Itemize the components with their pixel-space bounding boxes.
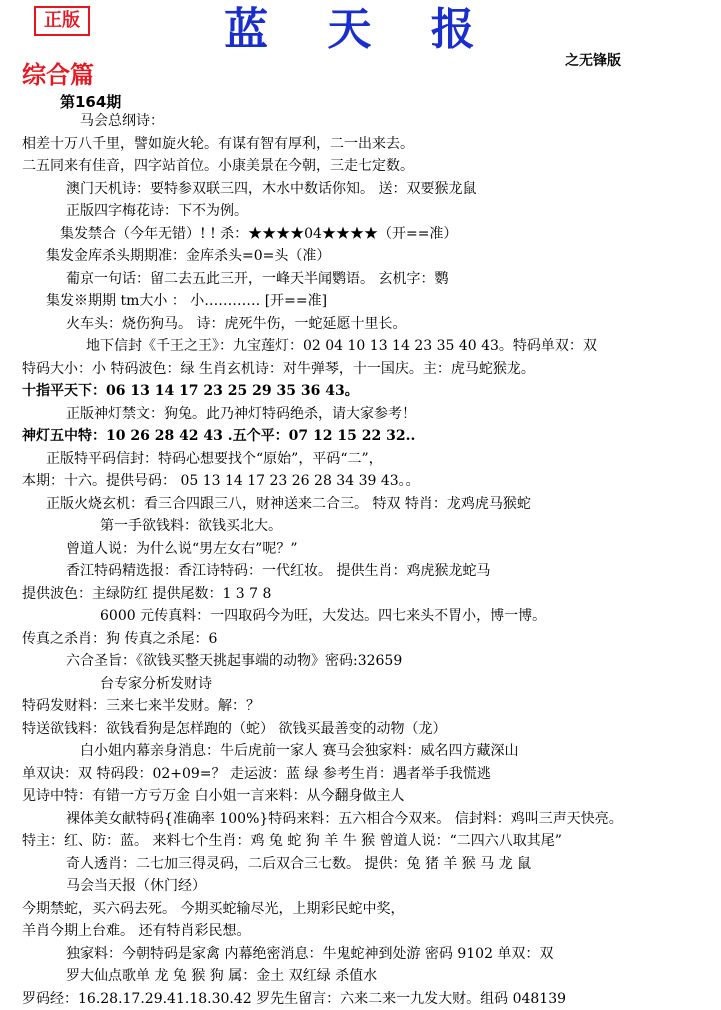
text-line: 特码发财料：三来七来半发财。解：？ xyxy=(0,695,721,718)
text-line: 神灯五中特：10 26 28 42 43 .五个平：07 12 15 22 32.. xyxy=(0,425,721,448)
text-line: 集发※期期 tm大小 ： 小………… [开==准] xyxy=(0,290,721,313)
text-line: 羊肖今期上台难。 还有特肖彩民想。 xyxy=(0,920,721,943)
issue-number: 第164期 xyxy=(60,92,121,112)
content-lines xyxy=(0,110,721,1010)
genuine-badge: 正版 xyxy=(34,6,90,36)
text-line: 裸体美女献特码{准确率 100%}特码来料：五六相合今双来。 信封料：鸡叫三声天快亮。 xyxy=(0,808,721,831)
text-line: 第一手欲钱料：欲钱买北大。 xyxy=(0,515,721,538)
text-line: 特主：红、防：蓝。 来料七个生肖：鸡 兔 蛇 狗 羊 牛 猴 曾道人说：“二四六八取其尾” xyxy=(0,830,721,853)
edition-label: 之无锋版 xyxy=(565,50,621,70)
text-line: 六合圣旨：《欲钱买整天挑起事端的动物》密码:32659 xyxy=(0,650,721,673)
text-line: 火车头：烧伤狗马。 诗：虎死牛伤，一蛇延愿十里长。 xyxy=(0,313,721,336)
text-line: 正版特平码信封：特码心想要找个“原始”，平码“二”， xyxy=(0,448,721,471)
text-line: 正版火烧玄机：看三合四跟三八，财神送来二合三。 特双 特肖：龙鸡虎马猴蛇 xyxy=(0,493,721,516)
text-line: 相差十万八千里，譬如旋火轮。有谋有智有厚利，二一出来去。 xyxy=(0,133,721,156)
text-line: 香江特码精选报：香江诗特码：一代红妆。 提供生肖：鸡虎猴龙蛇马 xyxy=(0,560,721,583)
text-line: 提供波色：主绿防红 提供尾数：1 3 7 8 xyxy=(0,583,721,606)
text-line: 台专家分析发财诗 xyxy=(0,673,721,696)
text-line: 传真之杀肖：狗 传真之杀尾：6 xyxy=(0,628,721,651)
text-line: 特送欲钱料：欲钱看狗是怎样跑的（蛇） 欲钱买最善变的动物（龙） xyxy=(0,718,721,741)
text-line: 独家料：今朝特码是家禽 内幕绝密消息：牛鬼蛇神到处游 密码 9102 单双：双 xyxy=(0,943,721,966)
newspaper-title: 蓝 天 报 xyxy=(0,2,721,58)
text-line: 正版四字梅花诗：下不为例。 xyxy=(0,200,721,223)
text-line: 特码大小：小 特码波色：绿 生肖玄机诗：对牛弹琴，十一国庆。主：虎马蛇猴龙。 xyxy=(0,358,721,381)
text-line: 见诗中特：有错一方亏万金 白小姐一言来料：从今翻身做主人 xyxy=(0,785,721,808)
text-line: 奇人透肖：二七加三得灵码，二后双合三七数。 提供：兔 猪 羊 猴 马 龙 鼠 xyxy=(0,853,721,876)
text-line: 十指平天下：06 13 14 17 23 25 29 35 36 43。 xyxy=(0,380,721,403)
text-line: 集发金库杀头期期准：金库杀头=0=头（准） xyxy=(0,245,721,268)
text-line: 马会总纲诗： xyxy=(0,110,721,133)
text-line: 马会当天报（休门经） xyxy=(0,875,721,898)
text-line: 正版神灯禁文：狗兔。此乃神灯特码绝杀，请大家参考！ xyxy=(0,403,721,426)
text-line: 今期禁蛇，买六码去死。 今期买蛇输尽光，上期彩民蛇中奖， xyxy=(0,898,721,921)
text-line: 曾道人说：为什么说“男左女右”呢？” xyxy=(0,538,721,561)
text-line: 本期：十六。提供号码： 05 13 14 17 23 26 28 34 39 43。。 xyxy=(0,470,721,493)
text-line: 集发禁合（今年无错）! ! 杀：★★★★04★★★★（开==准） xyxy=(0,223,721,246)
text-line: 罗大仙点歌单 龙 兔 猴 狗 属：金土 双红绿 杀值水 xyxy=(0,965,721,988)
text-line: 单双诀：双 特码段：02+09=？ 走运波：蓝 绿 参考生肖：遇者举手我慌逃 xyxy=(0,763,721,786)
text-line: 二五同来有佳音，四字站首位。小康美景在今朝，三走七定数。 xyxy=(0,155,721,178)
text-line: 地下信封《千王之王》：九宝莲灯：02 04 10 13 14 23 35 40 43。特码单双：双 xyxy=(0,335,721,358)
text-line: 白小姐内幕亲身消息：牛后虎前一家人 赛马会独家料：威名四方藏深山 xyxy=(0,740,721,763)
text-line: 澳门天机诗：要特参双联三四，木水中数话你知。 送：双要猴龙鼠 xyxy=(0,178,721,201)
text-line: 罗码经：16.28.17.29.41.18.30.42 罗先生留言：六来二来一九发大财。组码 048139 xyxy=(0,988,721,1010)
text-line: 葡京一句话：留二去五此三开，一峰天半闻鹦语。 玄机字：鹦 xyxy=(0,268,721,291)
section-title: 综合篇 xyxy=(22,60,94,90)
text-line: 6000 元传真料：一四取码今为旺，大发达。四七来头不胃小，博一博。 xyxy=(0,605,721,628)
